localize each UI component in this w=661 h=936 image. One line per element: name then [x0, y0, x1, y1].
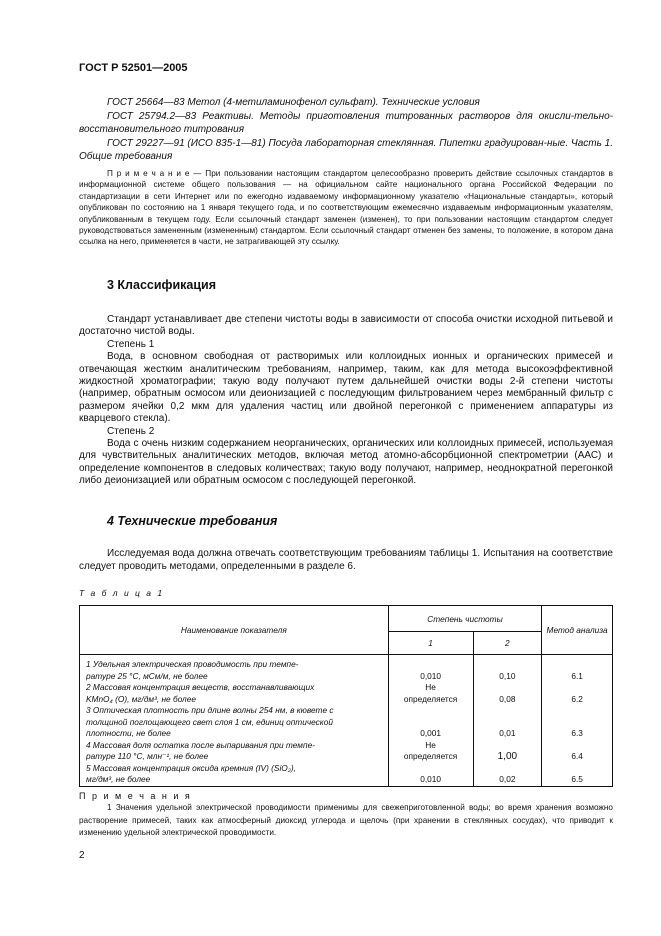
table-row: плотности, не более — [86, 728, 171, 739]
degree-2-values — [474, 655, 542, 786]
normative-references — [79, 96, 613, 164]
table-cell: 6.4 — [571, 751, 583, 762]
table-row: мг/дм³, не более — [86, 774, 151, 785]
note-text: — При пользовании настоящим стандартом целесообразно проверить действие ссылочных стандартов в информационной системе общего пользования — на официальном сайте национального органа Российской Федерации по стандартизации в сети Интернет или по ежегодно издаваемому информационному указателю «Национальные стандарты», который опубликован по состоянию на 1 января текущего года, и по соответствующим ежемесячно издаваемым информационным указателям, опубликованным в текущем году. Если ссылочный стандарт заменен (изменен), то при пользовании настоящим стандартом следует руководствоваться замененным (измененным) стандартом. Если ссылочный стандарт отменен без замены, то положение, в котором дана ссылка на него, применяется в части, не затрагивающей эту ссылку. — [79, 169, 614, 247]
references-note — [79, 168, 613, 248]
table-cell: Не — [425, 739, 436, 750]
table-cell — [389, 717, 473, 729]
section-3-paragraph: Стандарт устанавливает две степени чистоты воды в зависимости от способа очистки исходной питьевой и достаточно чистой воды. — [79, 314, 613, 338]
table-cell — [542, 763, 612, 775]
requirements-table — [79, 605, 613, 787]
table-cell: 0,001 — [420, 728, 441, 739]
table-cell: 0,08 — [499, 693, 516, 704]
table-cell — [542, 705, 612, 717]
header-purity-degree: Степень чистоты — [388, 606, 542, 632]
section-3-paragraph: Вода с очень низким содержанием неорганических, органических или коллоидных примесей, используемая для чувствительных аналитических методов, включая метод атомно-абсорбционной спектрометрии (ААС) и определение компонентов в следовых количествах; такую воду получают, например, неоднократной перегонкой либо деионизацией или обратным осмосом с последующей перегонкой. — [79, 438, 613, 487]
reference-item: ГОСТ 25794.2—83 Реактивы. Методы приготовления титрованных растворов для окисли-тельно-восстановительного титрования — [79, 110, 613, 135]
table-cell — [389, 705, 473, 717]
table-row: KMnO₄ (O), мг/дм³, не более — [86, 693, 196, 704]
table-cell — [474, 682, 542, 694]
section-4-paragraph: Исследуемая вода должна отвечать соответствующим требованиям таблицы 1. Испытания на соответствие следует проводить методами, определенными в разделе 6. — [79, 548, 613, 572]
table-cell: 0,10 — [499, 670, 516, 681]
table-cell: Не — [425, 682, 436, 693]
page-number: 2 — [79, 850, 85, 861]
parameter-names-cell — [80, 655, 389, 787]
degree-1-values-cell — [388, 655, 473, 787]
degree-1-label: Степень 1 — [107, 338, 155, 350]
table-cell — [542, 659, 612, 671]
table-cell: определяется — [403, 693, 458, 704]
table-row: 1 Удельная электрическая проводимость при темпе- — [86, 659, 299, 670]
parameter-names — [80, 655, 388, 786]
table-cell — [474, 659, 542, 671]
degree-2-label: Степень 2 — [107, 425, 155, 437]
table-cell — [389, 659, 473, 671]
table-cell — [542, 740, 612, 752]
table-cell — [389, 763, 473, 775]
table-cell: 0,010 — [420, 774, 441, 785]
note-label: П р и м е ч а н и е — [107, 169, 190, 178]
table-caption: Т а б л и ц а 1 — [79, 588, 165, 598]
table-row: толщиной поглощающего свет слоя 1 см, единиц оптической — [86, 716, 333, 727]
table-footnotes — [79, 790, 613, 840]
method-values — [542, 655, 612, 786]
reference-item: ГОСТ 25664—83 Метол (4-метиламинофенол сульфат). Технические условия — [107, 97, 480, 108]
table-cell — [542, 717, 612, 729]
table-row: ратуре 25 °С, мСм/м, не более — [86, 670, 208, 681]
table-cell: 6.5 — [571, 774, 583, 785]
table-cell — [474, 763, 542, 775]
table-cell — [474, 705, 542, 717]
header-degree-2: 2 — [473, 632, 542, 655]
table-cell: 6.2 — [571, 693, 583, 704]
table-row: 5 Массовая концентрация оксида кремния (IV) (SiO₂), — [86, 762, 296, 773]
table-cell — [474, 717, 542, 729]
footnotes-title: П р и м е ч а н и я — [79, 791, 192, 801]
table-row: ратуре 110 °С, млн⁻¹, не более — [86, 751, 209, 762]
table-row: 3 Оптическая плотность при длине волны 254 нм, в кювете с — [86, 705, 334, 716]
header-degree-1: 1 — [388, 632, 473, 655]
header-analysis-method: Метод анализа — [542, 606, 613, 655]
section-4-heading: 4 Технические требования — [107, 514, 278, 528]
table-cell: 6.3 — [571, 728, 583, 739]
method-values-cell — [542, 655, 613, 787]
degree-2-values-cell — [473, 655, 542, 787]
reference-item: ГОСТ 29227—91 (ИСО 835-1—81) Посуда лабораторная стеклянная. Пипетки градуирован-ные. Часть 1. Общие требования — [79, 137, 613, 162]
table-cell: 0,02 — [499, 774, 516, 785]
section-3-heading: 3 Классификация — [107, 278, 217, 292]
section-3-paragraph: Вода, в основном свободная от растворимых или коллоидных ионных и органических примесей и отвечающая жестким аналитическим требованиям, например, таким, как для метода высокоэффективной жидкостной хроматографии; такую воду получают путем дальнейшей очистки воды 2-й степени чистоты (например, обратным осмосом или деионизацией с последующим фильтрованием через мембранный фильтр с размером ячейки 0,2 мкм для удаления частиц или двойной перегонкой с применением аппаратуры из кварцевого стекла). — [79, 351, 613, 425]
table-row: 4 Массовая доля остатка после выпаривания при темпе- — [86, 739, 315, 750]
doc-header-code: ГОСТ Р 52501—2005 — [79, 62, 188, 74]
footnote-1: 1 Значения удельной электрической проводимости применимы для свежеприготовленной воды; во время хранения возможно растворение примесей, таких как атмосферный диоксид углерода и щелочь (при хранении в стеклянных сосудах), что приводит к изменению удельной электрической проводимости. — [79, 803, 613, 838]
section-3-body — [79, 314, 613, 488]
table-cell: 6.1 — [571, 670, 583, 681]
table-row: 2 Массовая концентрация веществ, восстанавливающих — [86, 682, 315, 693]
table-cell: определяется — [403, 751, 458, 762]
header-parameter-name: Наименование показателя — [80, 606, 389, 655]
table-cell: 0,01 — [499, 728, 516, 739]
degree-1-values — [389, 655, 473, 786]
table-cell — [542, 682, 612, 694]
table-cell: 0,010 — [420, 670, 441, 681]
table-cell — [474, 740, 542, 752]
table-cell: 1,00 — [497, 751, 518, 763]
